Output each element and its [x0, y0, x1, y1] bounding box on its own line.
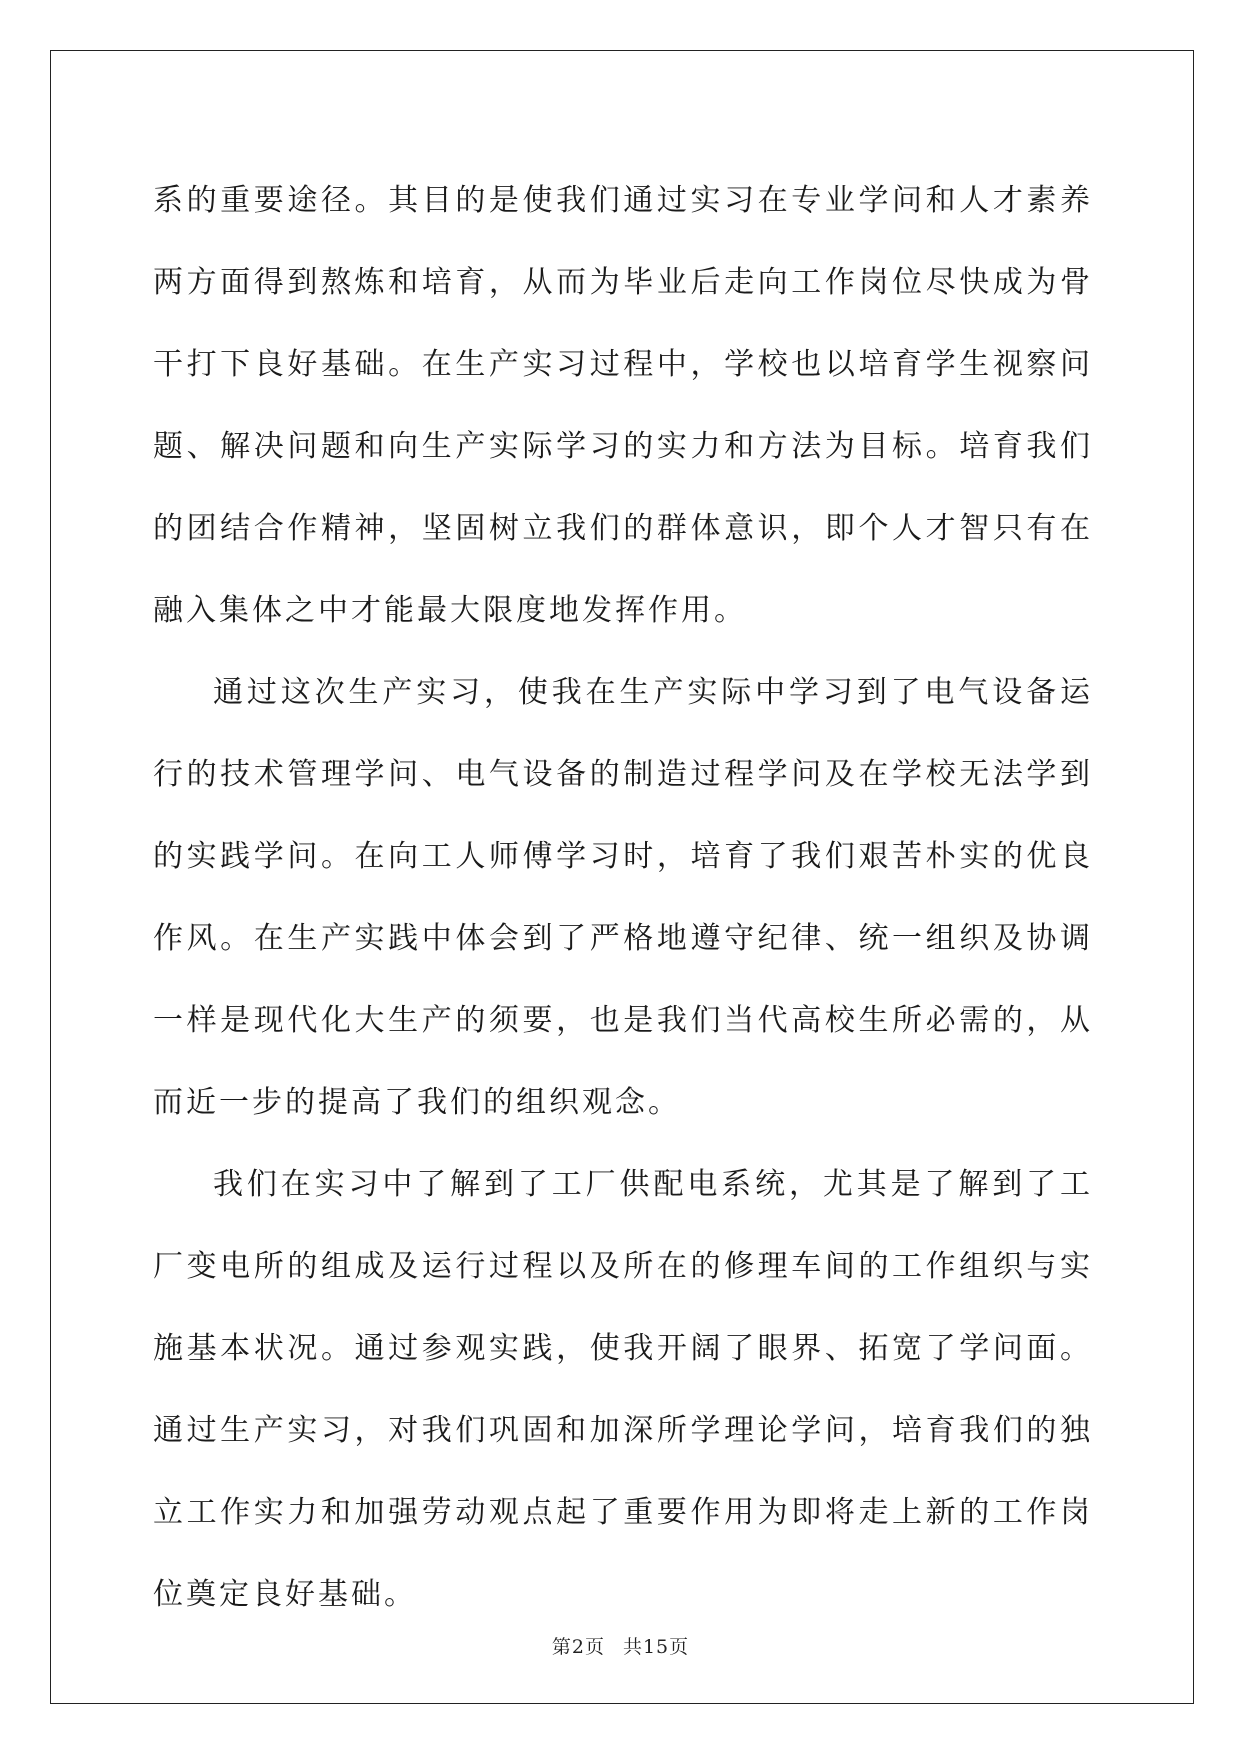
page-footer	[0, 1632, 1241, 1659]
document-body	[153, 160, 1093, 1636]
paragraph-2: 通过这次生产实习，使我在生产实际中学习到了电气设备运行的技术管理学问、电气设备的制造过程学问及在学校无法学到的实践学问。在向工人师傅学习时，培育了我们艰苦朴实的优良作风。在生产实践中体会到了严格地遵守纪律、统一组织及协调一样是现代化大生产的须要，也是我们当代高校生所必需的，从而近一步的提高了我们的组织观念。	[153, 675, 1093, 1120]
paragraph-1: 系的重要途径。其目的是使我们通过实习在专业学问和人才素养两方面得到熬炼和培育，从而为毕业后走向工作岗位尽快成为骨干打下良好基础。在生产实习过程中，学校也以培育学生视察问题、解决问题和向生产实际学习的实力和方法为目标。培育我们的团结合作精神，坚固树立我们的群体意识，即个人才智只有在融入集体之中才能最大限度地发挥作用。	[153, 183, 1093, 628]
paragraph-3: 我们在实习中了解到了工厂供配电系统，尤其是了解到了工厂变电所的组成及运行过程以及所在的修理车间的工作组织与实施基本状况。通过参观实践，使我开阔了眼界、拓宽了学问面。通过生产实习，对我们巩固和加深所学理论学问，培育我们的独立工作实力和加强劳动观点起了重要作用为即将走上新的工作岗位奠定良好基础。	[153, 1167, 1093, 1612]
page-number: 第2页	[551, 1636, 605, 1658]
page-total: 共15页	[622, 1636, 690, 1658]
